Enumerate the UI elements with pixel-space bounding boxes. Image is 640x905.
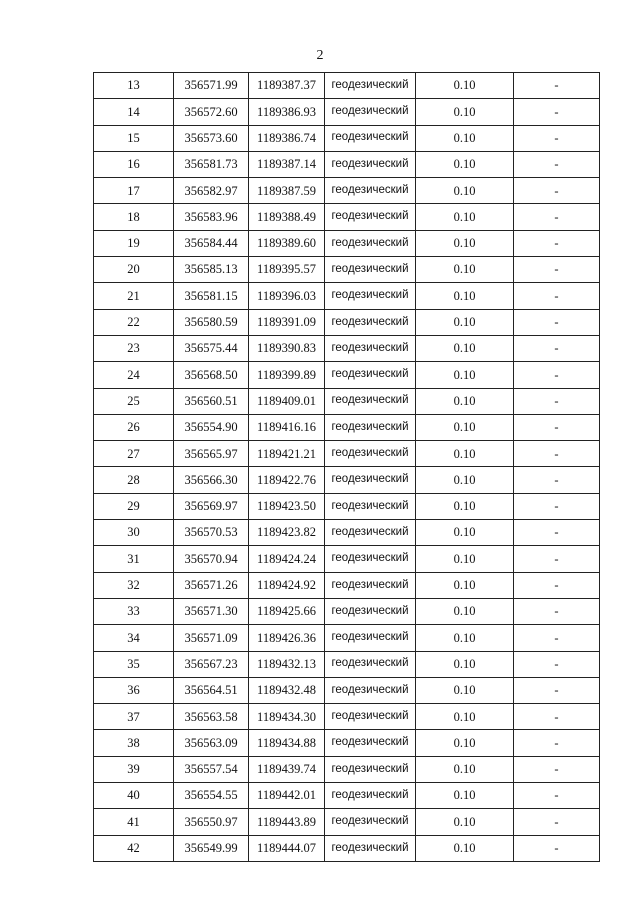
coordinate-x-cell: 356575.44 bbox=[174, 335, 249, 361]
method-cell: геодезический bbox=[325, 756, 416, 782]
coordinate-x-cell: 356571.09 bbox=[174, 625, 249, 651]
point-number-cell: 33 bbox=[94, 598, 174, 624]
method-cell: геодезический bbox=[325, 99, 416, 125]
coordinates-table-body bbox=[94, 73, 600, 862]
coordinate-x-cell: 356567.23 bbox=[174, 651, 249, 677]
description-cell: - bbox=[514, 625, 600, 651]
description-cell: - bbox=[514, 704, 600, 730]
coordinate-y-cell: 1189390.83 bbox=[249, 335, 325, 361]
accuracy-cell: 0.10 bbox=[416, 704, 514, 730]
point-number-cell: 24 bbox=[94, 362, 174, 388]
description-cell: - bbox=[514, 388, 600, 414]
point-number-cell: 37 bbox=[94, 704, 174, 730]
coordinate-y-cell: 1189424.24 bbox=[249, 546, 325, 572]
method-cell: геодезический bbox=[325, 625, 416, 651]
description-cell: - bbox=[514, 546, 600, 572]
method-cell: геодезический bbox=[325, 677, 416, 703]
accuracy-cell: 0.10 bbox=[416, 362, 514, 388]
accuracy-cell: 0.10 bbox=[416, 625, 514, 651]
coordinate-x-cell: 356583.96 bbox=[174, 204, 249, 230]
coordinate-y-cell: 1189387.37 bbox=[249, 73, 325, 99]
page-number: 2 bbox=[316, 48, 324, 63]
table-row bbox=[94, 651, 600, 677]
method-cell: геодезический bbox=[325, 388, 416, 414]
accuracy-cell: 0.10 bbox=[416, 783, 514, 809]
coordinate-x-cell: 356563.09 bbox=[174, 730, 249, 756]
method-cell: геодезический bbox=[325, 257, 416, 283]
coordinate-x-cell: 356571.30 bbox=[174, 598, 249, 624]
description-cell: - bbox=[514, 598, 600, 624]
point-number-cell: 32 bbox=[94, 572, 174, 598]
method-cell: геодезический bbox=[325, 520, 416, 546]
table-row bbox=[94, 441, 600, 467]
point-number-cell: 15 bbox=[94, 125, 174, 151]
coordinate-x-cell: 356564.51 bbox=[174, 677, 249, 703]
coordinate-x-cell: 356573.60 bbox=[174, 125, 249, 151]
coordinate-x-cell: 356570.94 bbox=[174, 546, 249, 572]
point-number-cell: 25 bbox=[94, 388, 174, 414]
coordinate-x-cell: 356549.99 bbox=[174, 835, 249, 861]
description-cell: - bbox=[514, 362, 600, 388]
accuracy-cell: 0.10 bbox=[416, 335, 514, 361]
coordinate-y-cell: 1189443.89 bbox=[249, 809, 325, 835]
point-number-cell: 27 bbox=[94, 441, 174, 467]
method-cell: геодезический bbox=[325, 125, 416, 151]
point-number-cell: 19 bbox=[94, 230, 174, 256]
description-cell: - bbox=[514, 414, 600, 440]
accuracy-cell: 0.10 bbox=[416, 125, 514, 151]
method-cell: геодезический bbox=[325, 151, 416, 177]
point-number-cell: 35 bbox=[94, 651, 174, 677]
point-number-cell: 18 bbox=[94, 204, 174, 230]
coordinate-y-cell: 1189423.82 bbox=[249, 520, 325, 546]
description-cell: - bbox=[514, 204, 600, 230]
coordinate-x-cell: 356554.55 bbox=[174, 783, 249, 809]
description-cell: - bbox=[514, 441, 600, 467]
coordinate-x-cell: 356554.90 bbox=[174, 414, 249, 440]
method-cell: геодезический bbox=[325, 704, 416, 730]
table-row bbox=[94, 809, 600, 835]
table-row bbox=[94, 704, 600, 730]
table-row bbox=[94, 625, 600, 651]
coordinate-y-cell: 1189395.57 bbox=[249, 257, 325, 283]
table-row bbox=[94, 546, 600, 572]
accuracy-cell: 0.10 bbox=[416, 73, 514, 99]
table-row bbox=[94, 572, 600, 598]
point-number-cell: 20 bbox=[94, 257, 174, 283]
description-cell: - bbox=[514, 151, 600, 177]
table-row bbox=[94, 283, 600, 309]
coordinate-x-cell: 356571.26 bbox=[174, 572, 249, 598]
description-cell: - bbox=[514, 73, 600, 99]
accuracy-cell: 0.10 bbox=[416, 546, 514, 572]
coordinate-y-cell: 1189386.93 bbox=[249, 99, 325, 125]
coordinate-y-cell: 1189386.74 bbox=[249, 125, 325, 151]
accuracy-cell: 0.10 bbox=[416, 178, 514, 204]
table-row bbox=[94, 835, 600, 861]
description-cell: - bbox=[514, 283, 600, 309]
coordinate-y-cell: 1189439.74 bbox=[249, 756, 325, 782]
table-row bbox=[94, 467, 600, 493]
description-cell: - bbox=[514, 520, 600, 546]
accuracy-cell: 0.10 bbox=[416, 151, 514, 177]
point-number-cell: 42 bbox=[94, 835, 174, 861]
accuracy-cell: 0.10 bbox=[416, 572, 514, 598]
accuracy-cell: 0.10 bbox=[416, 230, 514, 256]
coordinate-x-cell: 356565.97 bbox=[174, 441, 249, 467]
method-cell: геодезический bbox=[325, 651, 416, 677]
description-cell: - bbox=[514, 125, 600, 151]
point-number-cell: 14 bbox=[94, 99, 174, 125]
method-cell: геодезический bbox=[325, 572, 416, 598]
coordinate-x-cell: 356570.53 bbox=[174, 520, 249, 546]
table-row bbox=[94, 783, 600, 809]
description-cell: - bbox=[514, 309, 600, 335]
point-number-cell: 21 bbox=[94, 283, 174, 309]
table-row bbox=[94, 388, 600, 414]
method-cell: геодезический bbox=[325, 362, 416, 388]
description-cell: - bbox=[514, 730, 600, 756]
point-number-cell: 38 bbox=[94, 730, 174, 756]
coordinate-y-cell: 1189426.36 bbox=[249, 625, 325, 651]
method-cell: геодезический bbox=[325, 204, 416, 230]
method-cell: геодезический bbox=[325, 73, 416, 99]
coordinate-y-cell: 1189409.01 bbox=[249, 388, 325, 414]
accuracy-cell: 0.10 bbox=[416, 467, 514, 493]
coordinate-x-cell: 356572.60 bbox=[174, 99, 249, 125]
method-cell: геодезический bbox=[325, 546, 416, 572]
accuracy-cell: 0.10 bbox=[416, 204, 514, 230]
description-cell: - bbox=[514, 493, 600, 519]
table-row bbox=[94, 362, 600, 388]
coordinate-y-cell: 1189442.01 bbox=[249, 783, 325, 809]
coordinate-y-cell: 1189387.59 bbox=[249, 178, 325, 204]
coordinate-y-cell: 1189425.66 bbox=[249, 598, 325, 624]
method-cell: геодезический bbox=[325, 598, 416, 624]
method-cell: геодезический bbox=[325, 230, 416, 256]
table-row bbox=[94, 309, 600, 335]
point-number-cell: 41 bbox=[94, 809, 174, 835]
table-row bbox=[94, 204, 600, 230]
description-cell: - bbox=[514, 257, 600, 283]
coordinate-y-cell: 1189434.30 bbox=[249, 704, 325, 730]
table-row bbox=[94, 335, 600, 361]
point-number-cell: 26 bbox=[94, 414, 174, 440]
coordinate-y-cell: 1189421.21 bbox=[249, 441, 325, 467]
accuracy-cell: 0.10 bbox=[416, 283, 514, 309]
method-cell: геодезический bbox=[325, 309, 416, 335]
method-cell: геодезический bbox=[325, 178, 416, 204]
table-row bbox=[94, 257, 600, 283]
accuracy-cell: 0.10 bbox=[416, 309, 514, 335]
accuracy-cell: 0.10 bbox=[416, 257, 514, 283]
coordinate-x-cell: 356581.15 bbox=[174, 283, 249, 309]
coordinate-y-cell: 1189399.89 bbox=[249, 362, 325, 388]
coordinate-y-cell: 1189422.76 bbox=[249, 467, 325, 493]
accuracy-cell: 0.10 bbox=[416, 809, 514, 835]
description-cell: - bbox=[514, 178, 600, 204]
table-row bbox=[94, 730, 600, 756]
coordinate-x-cell: 356582.97 bbox=[174, 178, 249, 204]
coordinate-x-cell: 356560.51 bbox=[174, 388, 249, 414]
coordinate-x-cell: 356563.58 bbox=[174, 704, 249, 730]
point-number-cell: 13 bbox=[94, 73, 174, 99]
point-number-cell: 17 bbox=[94, 178, 174, 204]
coordinate-y-cell: 1189389.60 bbox=[249, 230, 325, 256]
point-number-cell: 23 bbox=[94, 335, 174, 361]
coordinate-y-cell: 1189424.92 bbox=[249, 572, 325, 598]
coordinate-x-cell: 356580.59 bbox=[174, 309, 249, 335]
point-number-cell: 30 bbox=[94, 520, 174, 546]
method-cell: геодезический bbox=[325, 335, 416, 361]
coordinate-x-cell: 356550.97 bbox=[174, 809, 249, 835]
accuracy-cell: 0.10 bbox=[416, 520, 514, 546]
description-cell: - bbox=[514, 783, 600, 809]
method-cell: геодезический bbox=[325, 467, 416, 493]
coordinate-y-cell: 1189396.03 bbox=[249, 283, 325, 309]
coordinate-y-cell: 1189423.50 bbox=[249, 493, 325, 519]
table-row bbox=[94, 230, 600, 256]
table-row bbox=[94, 598, 600, 624]
point-number-cell: 28 bbox=[94, 467, 174, 493]
table-row bbox=[94, 756, 600, 782]
accuracy-cell: 0.10 bbox=[416, 598, 514, 624]
point-number-cell: 36 bbox=[94, 677, 174, 703]
point-number-cell: 22 bbox=[94, 309, 174, 335]
accuracy-cell: 0.10 bbox=[416, 651, 514, 677]
method-cell: геодезический bbox=[325, 414, 416, 440]
coordinate-y-cell: 1189434.88 bbox=[249, 730, 325, 756]
coordinate-y-cell: 1189444.07 bbox=[249, 835, 325, 861]
coordinates-table bbox=[93, 72, 600, 862]
table-row bbox=[94, 178, 600, 204]
description-cell: - bbox=[514, 572, 600, 598]
coordinate-x-cell: 356585.13 bbox=[174, 257, 249, 283]
description-cell: - bbox=[514, 230, 600, 256]
coordinate-y-cell: 1189388.49 bbox=[249, 204, 325, 230]
table-row bbox=[94, 520, 600, 546]
method-cell: геодезический bbox=[325, 783, 416, 809]
table-row bbox=[94, 99, 600, 125]
accuracy-cell: 0.10 bbox=[416, 677, 514, 703]
accuracy-cell: 0.10 bbox=[416, 493, 514, 519]
table-row bbox=[94, 414, 600, 440]
coordinate-y-cell: 1189391.09 bbox=[249, 309, 325, 335]
coordinate-y-cell: 1189432.48 bbox=[249, 677, 325, 703]
accuracy-cell: 0.10 bbox=[416, 388, 514, 414]
description-cell: - bbox=[514, 467, 600, 493]
table-row bbox=[94, 73, 600, 99]
method-cell: геодезический bbox=[325, 493, 416, 519]
point-number-cell: 16 bbox=[94, 151, 174, 177]
coordinate-x-cell: 356584.44 bbox=[174, 230, 249, 256]
point-number-cell: 31 bbox=[94, 546, 174, 572]
accuracy-cell: 0.10 bbox=[416, 835, 514, 861]
coordinate-y-cell: 1189387.14 bbox=[249, 151, 325, 177]
accuracy-cell: 0.10 bbox=[416, 99, 514, 125]
description-cell: - bbox=[514, 835, 600, 861]
method-cell: геодезический bbox=[325, 283, 416, 309]
point-number-cell: 40 bbox=[94, 783, 174, 809]
table-row bbox=[94, 677, 600, 703]
description-cell: - bbox=[514, 677, 600, 703]
method-cell: геодезический bbox=[325, 835, 416, 861]
coordinate-y-cell: 1189432.13 bbox=[249, 651, 325, 677]
method-cell: геодезический bbox=[325, 809, 416, 835]
accuracy-cell: 0.10 bbox=[416, 756, 514, 782]
point-number-cell: 34 bbox=[94, 625, 174, 651]
table-row bbox=[94, 493, 600, 519]
description-cell: - bbox=[514, 651, 600, 677]
coordinate-x-cell: 356569.97 bbox=[174, 493, 249, 519]
description-cell: - bbox=[514, 809, 600, 835]
description-cell: - bbox=[514, 335, 600, 361]
accuracy-cell: 0.10 bbox=[416, 730, 514, 756]
coordinate-x-cell: 356566.30 bbox=[174, 467, 249, 493]
point-number-cell: 39 bbox=[94, 756, 174, 782]
table-row bbox=[94, 151, 600, 177]
coordinate-x-cell: 356568.50 bbox=[174, 362, 249, 388]
accuracy-cell: 0.10 bbox=[416, 414, 514, 440]
coordinate-x-cell: 356557.54 bbox=[174, 756, 249, 782]
coordinate-x-cell: 356581.73 bbox=[174, 151, 249, 177]
description-cell: - bbox=[514, 99, 600, 125]
description-cell: - bbox=[514, 756, 600, 782]
coordinate-y-cell: 1189416.16 bbox=[249, 414, 325, 440]
point-number-cell: 29 bbox=[94, 493, 174, 519]
coordinate-x-cell: 356571.99 bbox=[174, 73, 249, 99]
method-cell: геодезический bbox=[325, 730, 416, 756]
method-cell: геодезический bbox=[325, 441, 416, 467]
accuracy-cell: 0.10 bbox=[416, 441, 514, 467]
table-row bbox=[94, 125, 600, 151]
